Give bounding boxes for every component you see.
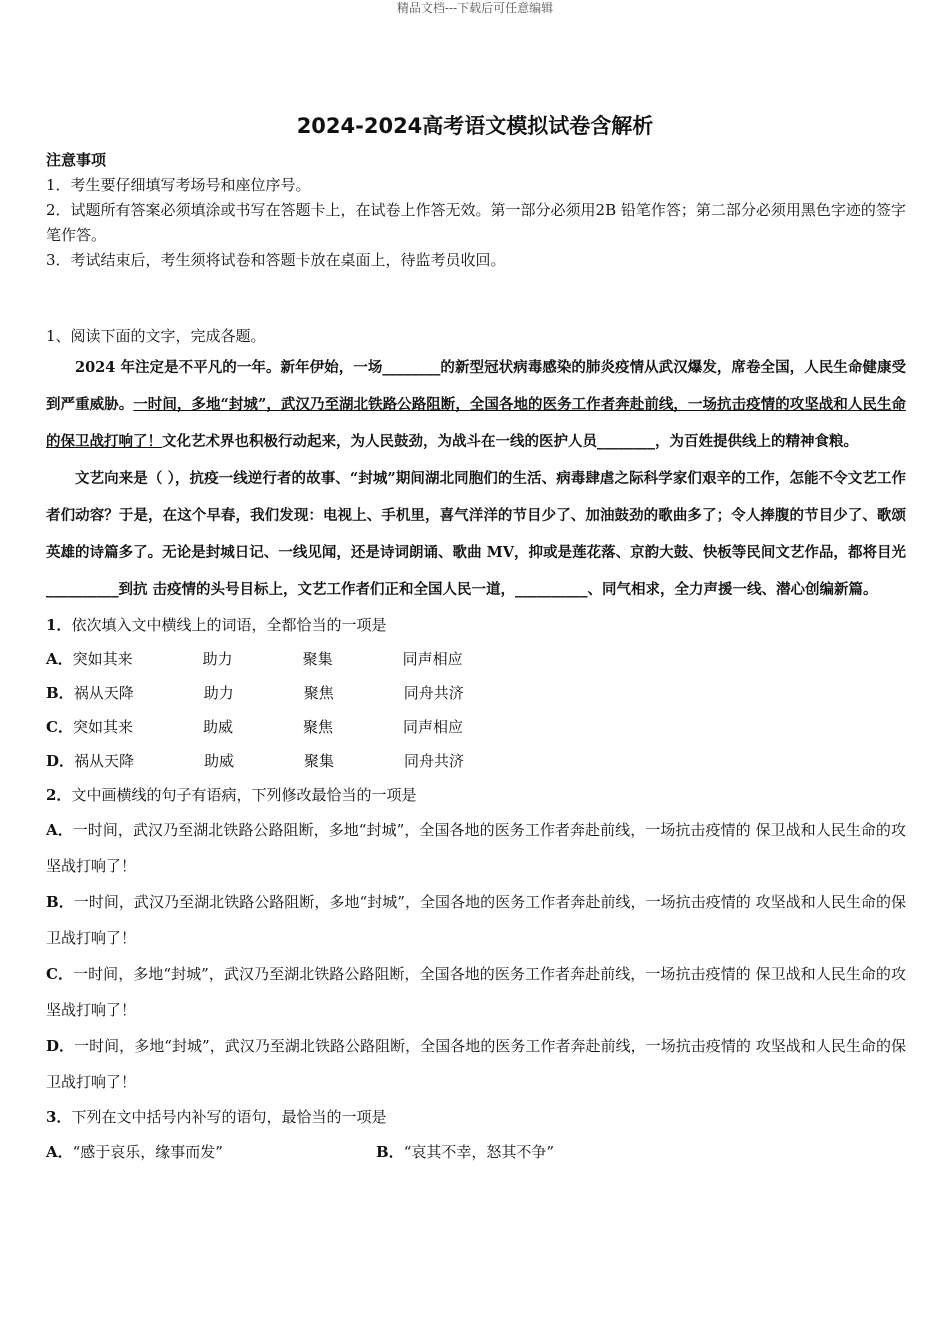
option-cell: 聚集 bbox=[304, 752, 335, 770]
notes-heading: 注意事项 bbox=[46, 151, 107, 169]
option-cell: 助力 bbox=[202, 650, 233, 668]
option-cell: 突如其来 bbox=[72, 650, 133, 668]
option-item bbox=[46, 1134, 376, 1170]
option-row bbox=[46, 642, 906, 676]
option-label: A． bbox=[46, 650, 73, 668]
underlined-sentence: 一时间，多地“封城”，武汉乃至湖北铁路公路阻断，全国各地的医务工作者奔赴前线，一场抗击疫情的攻坚战和人民生命的保卫战打响了！ bbox=[46, 396, 907, 450]
option-row bbox=[46, 744, 906, 778]
option-row bbox=[46, 1028, 906, 1100]
passage-text: 2024 年注定是不平凡的一年。新年伊始，一场________的新型冠状病毒感染的肺炎疫情从武汉爆发，席卷全国，人民生命健康受到严重威胁。 bbox=[46, 359, 906, 413]
option-text: “感于哀乐，缘事而发” bbox=[72, 1143, 223, 1161]
note-item: 1．考生要仔细填写考场号和座位序号。 bbox=[46, 176, 311, 194]
question-text: 下列在文中括号内补写的语句，最恰当的一项是 bbox=[71, 1108, 387, 1126]
option-row bbox=[46, 956, 906, 1028]
option-label: C． bbox=[46, 965, 74, 983]
option-label: D． bbox=[46, 1037, 75, 1055]
question-text: 依次填入文中横线上的词语，全都恰当的一项是 bbox=[71, 616, 387, 634]
passage-paragraph: 文艺向来是（ ），抗疫一线逆行者的故事、“封城”期间湖北同胞们的生活、病毒肆虐之际科学家们艰辛的工作，怎能不令文艺工作者们动容？于是，在这个早春，我们发现：电视上、手机里，喜气洋洋的节目少了、加油鼓劲的歌曲多了；令人捧腹的节目少了、歌颂英雄的诗篇多了。无论是封城日记、一线见闻，还是诗词朗诵、歌曲 MV，抑或是莲花落、京韵大鼓、快板等民间文艺作品，都将目光__________到抗 击疫情的头号目标上，文艺工作者们正和全国人民一道，__________、同气相求，全力声援一线、潜心创编新篇。 bbox=[46, 470, 906, 598]
question-1-stem bbox=[46, 608, 906, 642]
passage-text: 文化艺术界也积极行动起来，为人民鼓劲，为战斗在一线的医护人员________，为百姓提供线上的精神食粮。 bbox=[162, 433, 858, 450]
option-cell: 同舟共济 bbox=[403, 684, 464, 702]
option-label: D． bbox=[46, 752, 75, 770]
option-row bbox=[46, 1134, 906, 1170]
option-text: 一时间，武汉乃至湖北铁路公路阻断，多地“封城”，全国各地的医务工作者奔赴前线，一场抗击疫情的 攻坚战和人民生命的保卫战打响了！ bbox=[46, 893, 906, 947]
option-label: B． bbox=[46, 684, 74, 702]
option-row bbox=[46, 884, 906, 956]
option-cell: 聚焦 bbox=[303, 684, 334, 702]
question-text: 文中画横线的句子有语病，下列修改最恰当的一项是 bbox=[71, 786, 417, 804]
section-heading: 1、阅读下面的文字，完成各题。 bbox=[46, 327, 266, 345]
question-3-stem bbox=[46, 1100, 906, 1134]
option-cell: 助威 bbox=[202, 718, 233, 736]
option-cell: 助力 bbox=[203, 684, 234, 702]
question-number: 2． bbox=[46, 786, 72, 804]
question-number: 3． bbox=[46, 1108, 72, 1126]
option-text: “哀其不幸，怒其不争” bbox=[403, 1143, 555, 1161]
page-title: 2024-2024高考语文模拟试卷含解析 bbox=[296, 114, 654, 138]
option-cell: 同声相应 bbox=[402, 718, 463, 736]
option-row bbox=[46, 812, 906, 884]
question-2-stem bbox=[46, 778, 906, 812]
reading-passage bbox=[46, 349, 906, 608]
option-cell: 同舟共济 bbox=[404, 752, 465, 770]
option-item bbox=[376, 1134, 706, 1170]
note-item: 2．试题所有答案必须填涂或书写在答题卡上，在试卷上作答无效。第一部分必须用2B 铅笔作答；第二部分必须用黑色字迹的签字笔作答。 bbox=[46, 201, 906, 244]
option-text: 一时间，多地“封城”，武汉乃至湖北铁路公路阻断，全国各地的医务工作者奔赴前线，一场抗击疫情的 攻坚战和人民生命的保卫战打响了！ bbox=[46, 1037, 906, 1091]
option-label: A． bbox=[46, 821, 73, 839]
question-number: 1． bbox=[46, 616, 72, 634]
option-cell: 突如其来 bbox=[72, 718, 133, 736]
page-header: 精品文档---下载后可任意编辑 bbox=[396, 1, 554, 15]
document-body bbox=[46, 148, 906, 1170]
option-label: B． bbox=[46, 893, 74, 911]
option-text: 一时间，武汉乃至湖北铁路公路阻断，多地“封城”，全国各地的医务工作者奔赴前线，一场抗击疫情的 保卫战和人民生命的攻坚战打响了！ bbox=[46, 821, 906, 875]
option-cell: 聚焦 bbox=[302, 718, 333, 736]
note-item: 3．考试结束后，考生须将试卷和答题卡放在桌面上，待监考员收回。 bbox=[46, 251, 506, 269]
option-row bbox=[46, 710, 906, 744]
option-label: B． bbox=[376, 1143, 404, 1161]
passage-paragraph bbox=[46, 349, 906, 460]
option-row bbox=[46, 676, 906, 710]
option-cell: 祸从天降 bbox=[73, 684, 134, 702]
option-cell: 聚集 bbox=[302, 650, 333, 668]
option-cell: 祸从天降 bbox=[74, 752, 135, 770]
option-label: C． bbox=[46, 718, 73, 736]
option-cell: 助威 bbox=[204, 752, 235, 770]
option-cell: 同声相应 bbox=[402, 650, 463, 668]
option-text: 一时间，多地“封城”，武汉乃至湖北铁路公路阻断，全国各地的医务工作者奔赴前线，一场抗击疫情的 保卫战和人民生命的攻坚战打响了！ bbox=[46, 965, 906, 1019]
option-label: A． bbox=[46, 1143, 73, 1161]
